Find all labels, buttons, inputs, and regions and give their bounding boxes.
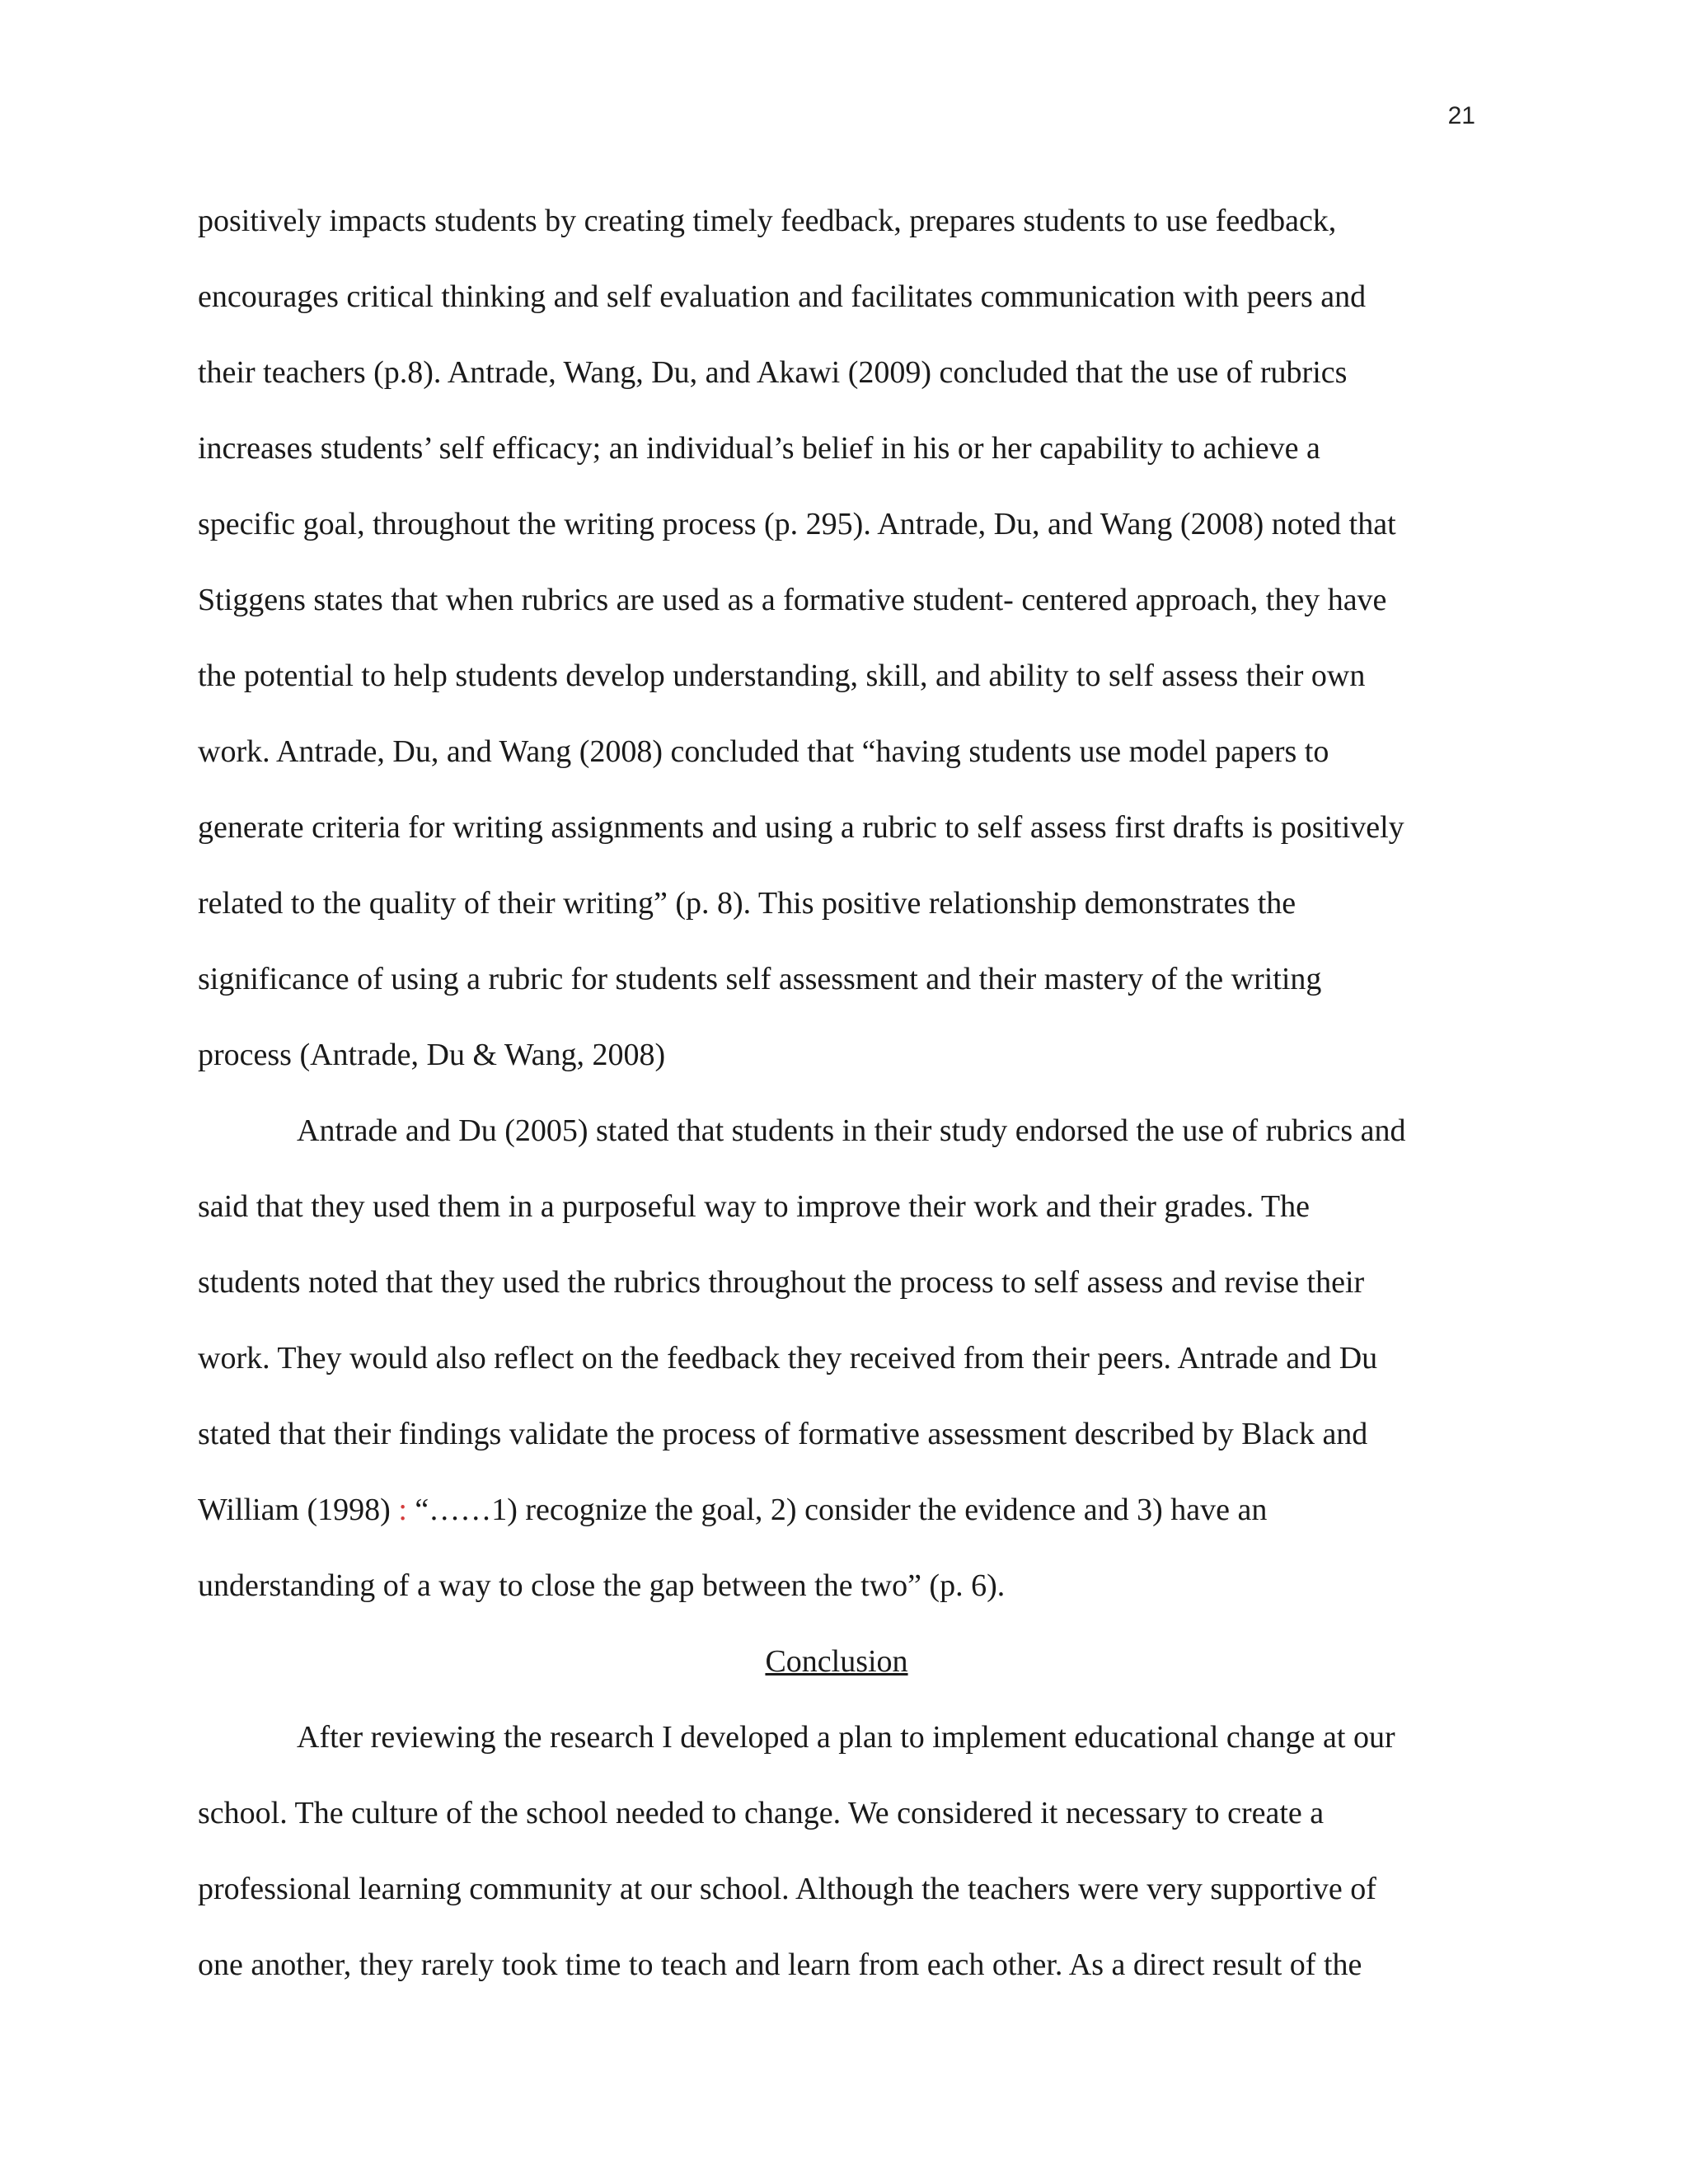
paragraph-line: encourages critical thinking and self evaluation and facilitates communication with peers and xyxy=(198,279,1367,314)
paragraph-line: one another, they rarely took time to teach and learn from each other. As a direct result of the xyxy=(198,1947,1362,1982)
paragraph-line: professional learning community at our school. Although the teachers were very supportive of xyxy=(198,1872,1376,1906)
page-number: 21 xyxy=(1447,102,1475,129)
paragraph-line: their teachers (p.8). Antrade, Wang, Du, and Akawi (2009) concluded that the use of rubrics xyxy=(198,355,1348,390)
paragraph-line: stated that their findings validate the process of formative assessment described by Black and xyxy=(198,1417,1368,1451)
document-body xyxy=(198,183,1484,2003)
quote-lead: William (1998) xyxy=(198,1493,399,1527)
paragraph-line: the potential to help students develop understanding, skill, and ability to self assess their own xyxy=(198,658,1366,693)
paragraph-line: process (Antrade, Du & Wang, 2008) xyxy=(198,1038,666,1072)
paragraph-line: school. The culture of the school needed to change. We considered it necessary to create a xyxy=(198,1796,1325,1830)
paragraph-line: Antrade and Du (2005) stated that students in their study endorsed the use of rubrics and xyxy=(297,1113,1406,1148)
paragraph-line: related to the quality of their writing” (p. 8). This positive relationship demonstrates the xyxy=(198,886,1296,921)
paragraph-line: work. Antrade, Du, and Wang (2008) concluded that “having students use model papers to xyxy=(198,734,1329,769)
paragraph-line: said that they used them in a purposeful way to improve their work and their grades. The xyxy=(198,1189,1310,1224)
paragraph-line: understanding of a way to close the gap between the two” (p. 6). xyxy=(198,1568,1006,1603)
paragraph-line: significance of using a rubric for students self assessment and their mastery of the writing xyxy=(198,962,1322,996)
quote-text: “……1) recognize the goal, 2) consider the evidence and 3) have an xyxy=(406,1493,1268,1527)
paragraph-line: After reviewing the research I developed a plan to implement educational change at our xyxy=(297,1720,1395,1755)
paragraph-line: increases students’ self efficacy; an individual’s belief in his or her capability to achieve a xyxy=(198,431,1320,466)
paragraph-line: specific goal, throughout the writing process (p. 295). Antrade, Du, and Wang (2008) noted that xyxy=(198,507,1396,541)
paragraph-line: positively impacts students by creating timely feedback, prepares students to use feedback, xyxy=(198,204,1337,238)
paragraph-line-quote xyxy=(198,1472,1484,1548)
paragraph-line: Stiggens states that when rubrics are used as a formative student- centered approach, they have xyxy=(198,583,1387,617)
paragraph-line: students noted that they used the rubrics throughout the process to self assess and revise their xyxy=(198,1265,1365,1300)
section-heading: Conclusion xyxy=(765,1644,908,1679)
paragraph-line: generate criteria for writing assignments and using a rubric to self assess first drafts is positively xyxy=(198,810,1404,845)
paragraph-line: work. They would also reflect on the feedback they received from their peers. Antrade and Du xyxy=(198,1341,1378,1376)
colon-mark: : xyxy=(398,1493,407,1527)
